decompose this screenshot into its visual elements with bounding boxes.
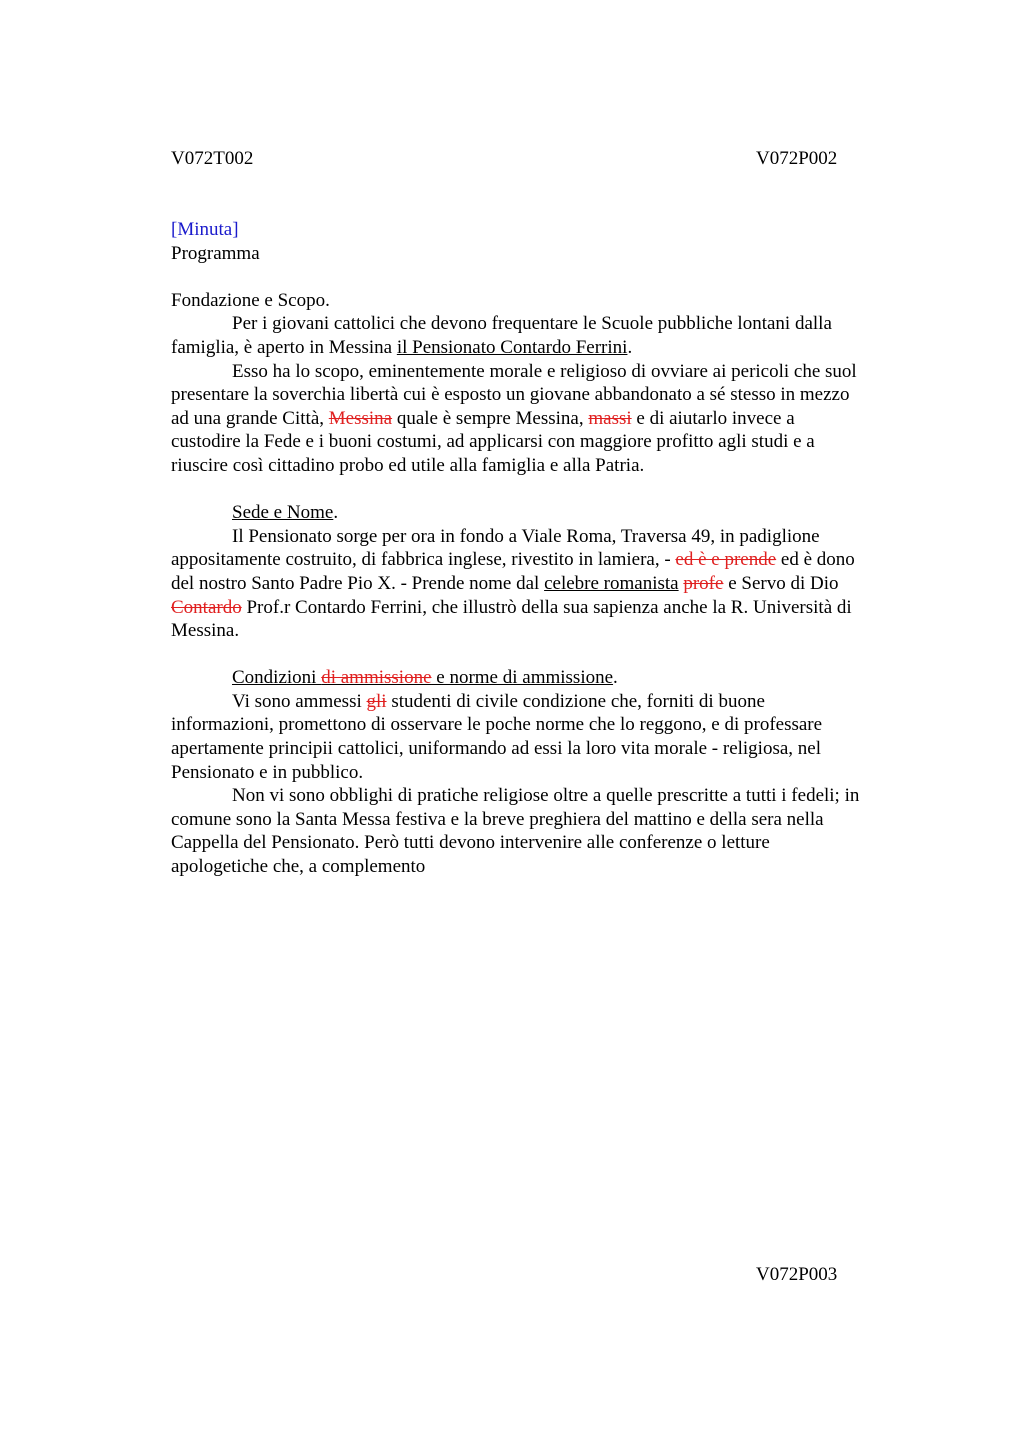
text-run: Prof.r Contardo Ferrini, che illustrò della sua sapienza anche la R. Università di <box>241 596 852 618</box>
paragraph-line: Per i giovani cattolici che devono frequentare le Scuole pubbliche lontani dalla <box>232 313 832 335</box>
paragraph-line: Pensionato e in pubblico. <box>171 761 364 783</box>
paragraph-line <box>171 690 919 714</box>
paragraph-line: Il Pensionato sorge per ora in fondo a Viale Roma, Traversa 49, in padiglione <box>232 525 820 547</box>
header-reference-left: V072T002 <box>171 148 254 169</box>
paragraph-line <box>171 548 919 572</box>
text-run: . <box>613 667 618 689</box>
paragraph-line: riuscire così cittadino probo ed utile alla famiglia e alla Patria. <box>171 454 645 476</box>
text-run: appositamente costruito, di fabbrica inglese, rivestito in lamiera, - <box>171 549 676 571</box>
paragraph-line: comune sono la Santa Messa festiva e la breve preghiera del mattino e della sera nella <box>171 808 824 830</box>
document-title: Programma <box>171 242 260 264</box>
underlined-heading: Sede e Nome <box>232 502 334 524</box>
paragraph-line: presentare la soverchia libertà cui è esposto un giovane abbandonato a sé stesso in mezzo <box>171 384 850 406</box>
text-run: e norme di ammissione <box>431 667 614 689</box>
paragraph-line: apologetiche che, a complemento <box>171 856 426 878</box>
section-heading-sede <box>171 501 919 525</box>
text-run: . <box>333 502 339 524</box>
deleted-text: profe <box>683 572 724 594</box>
header-reference-right: V072P002 <box>756 148 838 169</box>
paragraph-line <box>171 336 919 360</box>
text-run: ed è dono <box>776 549 855 571</box>
text-run: Condizioni <box>232 667 322 689</box>
paragraph-line <box>171 596 919 620</box>
underlined-text: il Pensionato Contardo Ferrini <box>396 336 628 358</box>
deleted-text: di ammissione <box>321 667 432 689</box>
deleted-text: gli <box>366 690 387 712</box>
deleted-text: Contardo <box>171 596 242 618</box>
paragraph-line: Esso ha lo scopo, eminentemente morale e religioso di ovviare ai pericoli che suol <box>232 360 857 382</box>
text-run: ad una grande Città, <box>171 407 329 429</box>
section-heading-condizioni <box>171 666 919 690</box>
paragraph-line: apertamente principii cattolici, uniformando ad essi la loro vita morale - religiosa, nel <box>171 738 821 760</box>
text-run: e di aiutarlo invece a <box>631 407 795 429</box>
text-run: Vi sono ammessi <box>232 690 367 712</box>
blank-line <box>171 478 919 502</box>
footer-reference: V072P003 <box>756 1264 838 1285</box>
deleted-text: massi <box>588 407 632 429</box>
underlined-heading <box>232 667 613 688</box>
text-run: e Servo di Dio <box>723 572 839 594</box>
section-heading-fondazione: Fondazione e Scopo. <box>171 289 330 311</box>
text-run: quale è sempre Messina, <box>392 407 589 429</box>
paragraph-line <box>171 572 919 596</box>
paragraph-line: Cappella del Pensionato. Però tutti devono intervenire alle conferenze o letture <box>171 832 770 854</box>
blank-line <box>171 643 919 667</box>
minuta-annotation: [Minuta] <box>171 219 239 240</box>
blank-line <box>171 265 919 289</box>
paragraph-line <box>171 407 919 431</box>
text-run: del nostro Santo Padre Pio X. - Prende nome dal <box>171 572 545 594</box>
paragraph-line: informazioni, promettono di osservare le poche norme che lo reggono, e di professare <box>171 714 823 736</box>
text-run: famiglia, è aperto in Messina <box>171 336 397 358</box>
deleted-text: Messina <box>328 407 393 429</box>
paragraph-line: Messina. <box>171 620 240 642</box>
text-run: . <box>627 336 633 358</box>
underlined-text: celebre romanista <box>544 572 679 594</box>
paragraph-line: Non vi sono obblighi di pratiche religiose oltre a quelle prescritte a tutti i fedeli; in <box>232 785 860 807</box>
document-body <box>171 218 919 879</box>
paragraph-line: custodire la Fede e i buoni costumi, ad applicarsi con maggiore profitto agli studi e a <box>171 431 815 453</box>
deleted-text: ed è e prende <box>675 549 777 571</box>
text-run: studenti di civile condizione che, forniti di buone <box>386 690 765 712</box>
